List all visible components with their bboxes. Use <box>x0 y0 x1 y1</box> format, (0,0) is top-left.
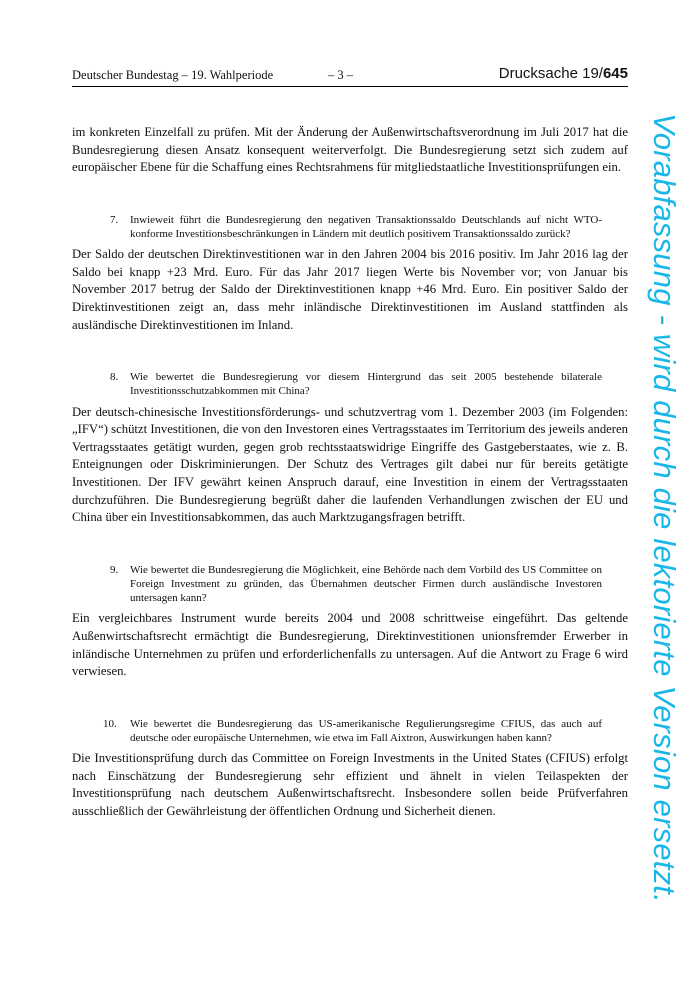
header-document-number <box>499 65 628 82</box>
question-number: 7. <box>110 213 119 226</box>
answer-8: Der deutsch-chinesische Investitionsförderungs- und schutzvertrag vom 1. Dezember 2003 (im Folgenden: „IFV“) schützt Investitionen, die von den Investoren eines Vertragsstaates im Territorium des jeweils anderen Vertragsstaates getätigt wurden, gegen grob rechtsstaatswidrige Eingriffe des Gastgeberstaates, wie z. B. Enteignungen oder Diskriminierungen. Der Schutz des Vertrages gilt dabei nur für bereits getätigte Investitionen. Der IFV gewährt keinen Anspruch darauf, eine Investition in einem der Vertragsstaaten durchzuführen. Die Bundesregierung begrüßt daher die laufenden Verhandlungen zwischen der EU und China über ein Investitionsabkommen, das auch Marktzugangsfragen betrifft. <box>72 404 628 525</box>
answer-10: Die Investitionsprüfung durch das Committee on Foreign Investments in the United States (CFIUS) erfolgt nach Einschätzung der Bundesregierung sehr effizient und ähnelt in vielen Teilaspekten der Investitionsprüfung nach deutschem Außenwirtschaftsrecht. Insbesondere sollen beide Prüfverfahren ausschließlich der Gewährleistung der öffentlichen Ordnung und Sicherheit dienen. <box>72 751 628 818</box>
question-text: Wie bewertet die Bundesregierung das US-amerikanische Regulierungsregime CFIUS, das auch auf deutsche oder europäische Unternehmen, wie etwa im Fall Aixtron, Auswirkungen haben kann? <box>130 717 602 744</box>
question-8 <box>72 370 628 398</box>
header-page-number: – 3 – <box>328 68 353 82</box>
question-7 <box>72 213 628 241</box>
doc-label: Drucksache 19/ <box>498 65 603 82</box>
header-parliament: Deutscher Bundestag – 19. Wahlperiode <box>72 68 274 82</box>
question-10 <box>72 717 628 745</box>
question-9 <box>72 563 628 606</box>
answer-7: Der Saldo der deutschen Direktinvestitionen war in den Jahren 2004 bis 2016 positiv. Im Jahr 2016 lag der Saldo bei knapp +23 Mrd. Euro. Für das Jahr 2017 liegen Werte bis November vor; von Januar bis November 2017 betrug der Saldo der Direktinvestitionen knapp +46 Mrd. Euro. Ein positiver Saldo der Direktinvestitionen zeigt an, dass mehr inländische Direktinvestitionen im Ausland stattfinden als ausländische Direktinvestitionen im Inland. <box>72 247 628 332</box>
document-body <box>72 124 628 820</box>
question-text: Inwieweit führt die Bundesregierung den negativen Transaktionssaldo Deutschlands auf nicht WTO-konforme Investitionsbeschränkungen in Ländern mit deutlich positivem Transaktionssaldo zurück? <box>130 213 602 240</box>
page-header <box>72 66 628 87</box>
doc-number: 645 <box>602 65 628 82</box>
question-text: Wie bewertet die Bundesregierung vor diesem Hintergrund das seit 2005 bestehende bilaterale Investitionsschutzabkommen mit China? <box>130 371 602 398</box>
draft-watermark <box>644 108 684 908</box>
question-text: Wie bewertet die Bundesregierung die Möglichkeit, eine Behörde nach dem Vorbild des US Committee on Foreign Investment zu gründen, das Übernahmen deutscher Firmen durch ausländische Investoren untersagen kann? <box>130 563 602 605</box>
question-number: 9. <box>110 563 119 576</box>
question-number: 10. <box>103 717 117 730</box>
answer-9: Ein vergleichbares Instrument wurde bereits 2004 und 2008 schrittweise eingeführt. Das geltende Außenwirtschaftsrecht ermächtigt die Bundesregierung, Direktinvestitionen unionsfremder Erwerber in inländische Unternehmen zu prüfen und erforderlichenfalls zu untersagen. Auf die Antwort zu Frage 6 wird verwiesen. <box>72 611 628 679</box>
answer-paragraph-continued: im konkreten Einzelfall zu prüfen. Mit der Änderung der Außenwirtschaftsverordnung im Juli 2017 hat die Bundesregierung diesen Ansatz konsequent weiterverfolgt. Die Bundesregierung setzt sich zudem auf europäischer Ebene für die Schaffung eines Rechtsrahmens für mitgliedstaatliche Investitionsprüfungen ein. <box>72 125 628 175</box>
watermark-text: Vorabfassung - wird durch die lektorierte Version ersetzt. <box>647 113 682 903</box>
question-number: 8. <box>110 371 119 384</box>
